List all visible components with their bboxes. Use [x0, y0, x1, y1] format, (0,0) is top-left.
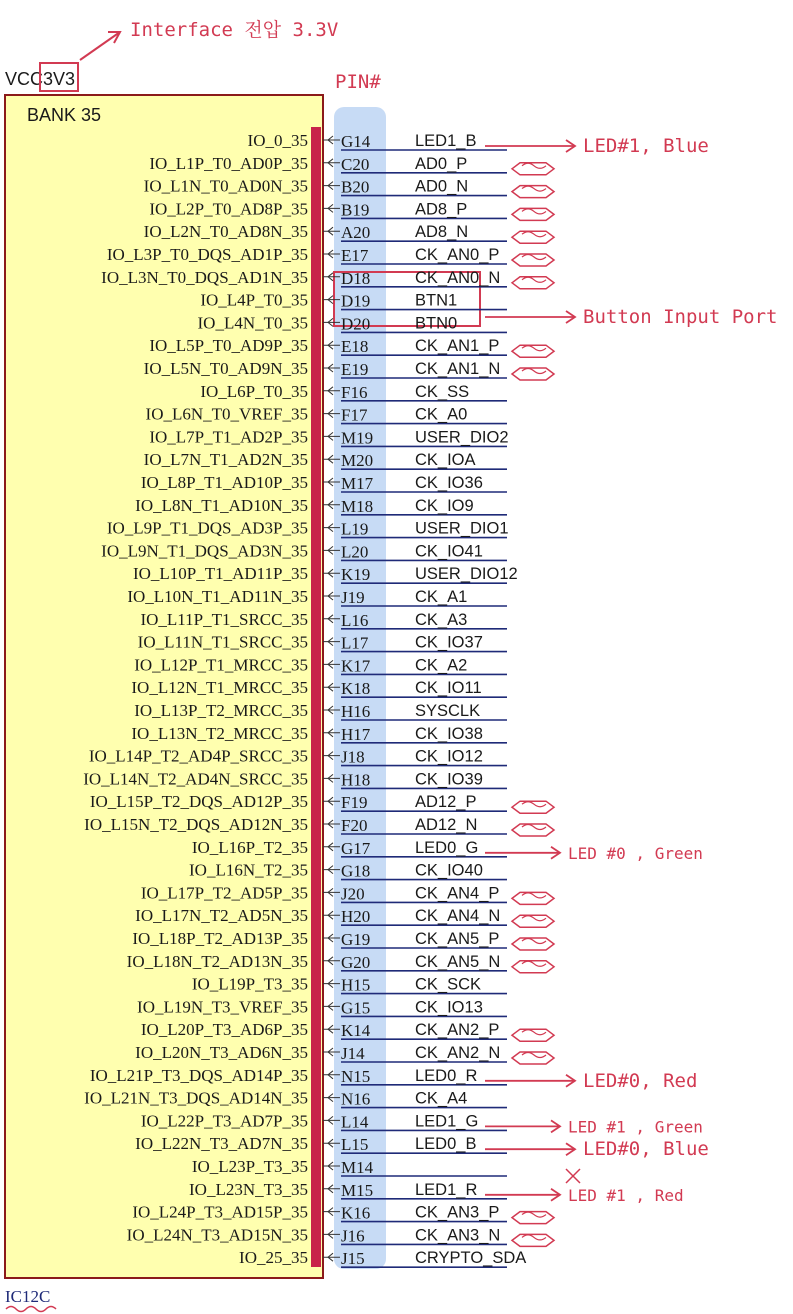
pin-number: A20 — [341, 223, 371, 243]
pin-number: K16 — [341, 1203, 371, 1223]
pin-number: G18 — [341, 861, 371, 881]
pin-function-label: IO_L3N_T0_DQS_AD1N_35 — [101, 267, 308, 287]
pin-row — [101, 541, 507, 561]
net-name: USER_DIO12 — [415, 565, 518, 584]
pin-number: E18 — [341, 337, 369, 357]
net-name: CK_IO13 — [415, 998, 483, 1017]
pin-number: H15 — [341, 975, 371, 995]
pin-number: G14 — [341, 132, 371, 151]
annotation-arrow — [80, 32, 120, 60]
pin-number: L15 — [341, 1135, 369, 1155]
net-name: CK_AN2_P — [415, 1021, 500, 1040]
led-annotation: LED#1, Blue — [583, 135, 709, 157]
pin-function-label: IO_L2P_T0_AD8P_35 — [149, 199, 308, 219]
connector-wave — [522, 209, 546, 214]
pin-row — [144, 359, 507, 379]
pin-number: H16 — [341, 702, 371, 721]
pin-number: K19 — [341, 565, 371, 585]
net-name: LED0_G — [415, 838, 479, 857]
pin-row — [192, 1157, 507, 1177]
pin-function-label: IO_L24P_T3_AD15P_35 — [132, 1202, 308, 1222]
pin-number: J15 — [341, 1249, 365, 1269]
pin-number: C20 — [341, 154, 370, 174]
connector-wave — [522, 825, 546, 830]
pin-row — [144, 222, 507, 242]
pin-function-label: IO_L16N_T2_35 — [189, 860, 308, 880]
pin-function-label: IO_L7P_T1_AD2P_35 — [149, 427, 308, 447]
pin-function-label: IO_L23N_T3_35 — [189, 1179, 308, 1199]
pin-row — [107, 245, 507, 265]
pin-function-label: IO_L21N_T3_DQS_AD14N_35 — [84, 1088, 308, 1108]
pin-number: G17 — [341, 838, 371, 858]
net-name: CK_A1 — [415, 588, 468, 606]
pin-function-label: IO_L24N_T3_AD15N_35 — [126, 1225, 308, 1245]
net-name: CK_AN5_N — [415, 952, 501, 971]
net-name: CK_A0 — [415, 405, 468, 424]
pin-row — [189, 861, 507, 881]
pin-row — [144, 177, 507, 197]
pin-function-label: IO_L6P_T0_35 — [200, 381, 308, 401]
pin-number: B20 — [341, 177, 370, 197]
connector-wave — [522, 1212, 546, 1217]
net-name: AD12_N — [415, 816, 478, 834]
ic-designator: IC12C — [5, 1287, 51, 1306]
pin-number: H17 — [341, 724, 371, 744]
pin-row — [149, 199, 507, 219]
pin-function-label: IO_L5P_T0_AD9P_35 — [149, 336, 308, 356]
connector-wave — [522, 939, 546, 944]
pin-number: L14 — [341, 1112, 369, 1132]
pin-function-label: IO_L14N_T2_AD4N_SRCC_35 — [83, 769, 308, 789]
pin-function-label: IO_L21P_T3_DQS_AD14P_35 — [89, 1065, 308, 1085]
pin-number: H18 — [341, 770, 371, 790]
net-name: CK_IO39 — [415, 770, 483, 789]
net-name: AD8_P — [415, 200, 468, 219]
no-connect-mark — [566, 1169, 580, 1183]
pin-number: F19 — [341, 793, 368, 813]
pin-number: L20 — [341, 542, 369, 562]
led-annotation: LED #0 , Green — [568, 843, 703, 863]
pin-row — [149, 427, 508, 447]
pin-number: M20 — [341, 451, 374, 471]
net-name: CK_IO40 — [415, 861, 483, 880]
connector-wave — [522, 893, 546, 898]
connector-symbols — [512, 163, 554, 1247]
connector-wave — [522, 802, 546, 807]
pin-function-label: IO_L8N_T1_AD10N_35 — [135, 495, 308, 515]
pin-row — [83, 769, 507, 789]
pin-number: J16 — [341, 1226, 365, 1246]
connector-wave — [522, 186, 546, 191]
net-name: CK_IO41 — [415, 542, 483, 561]
pin-function-label: IO_L4P_T0_35 — [200, 290, 308, 310]
pin-number: F20 — [341, 816, 368, 835]
led-annotation: LED #1 , Red — [568, 1185, 684, 1205]
pin-number: L16 — [341, 610, 369, 630]
pin-number: E19 — [341, 360, 369, 379]
vcc-label: VCC3V3 — [5, 69, 76, 89]
pin-function-label: IO_L1N_T0_AD0N_35 — [143, 176, 308, 196]
net-name: AD0_N — [415, 177, 469, 196]
led-annotation: LED#0, Red — [583, 1069, 698, 1092]
net-name: CK_AN5_P — [415, 930, 500, 948]
net-name: USER_DIO1 — [415, 519, 509, 538]
pin-function-label: IO_L8P_T1_AD10P_35 — [140, 473, 308, 492]
pin-row — [133, 564, 518, 584]
net-name: CK_IO38 — [415, 724, 483, 743]
connector-wave — [522, 277, 546, 282]
pin-function-label: IO_L15P_T2_DQS_AD12P_35 — [89, 792, 308, 812]
pin-number: F16 — [341, 382, 368, 402]
connector-wave — [522, 346, 546, 351]
pin-row — [198, 313, 507, 333]
pin-function-label: IO_L9N_T1_DQS_AD3N_35 — [101, 541, 308, 561]
net-name: BTN0 — [415, 314, 458, 333]
net-name: AD12_P — [415, 793, 477, 812]
connector-wave — [522, 1053, 546, 1058]
pin-row — [90, 792, 507, 812]
led-annotation: Button Input Port — [583, 306, 778, 328]
pin-row — [200, 291, 507, 311]
pin-function-label: IO_L17P_T2_AD5P_35 — [140, 883, 308, 903]
pin-function-label: IO_L23P_T3_35 — [191, 1157, 308, 1176]
connector-wave — [522, 961, 546, 966]
pin-number: J18 — [341, 747, 365, 767]
net-name: CK_AN1_P — [415, 337, 500, 356]
net-name: CRYPTO_SDA — [415, 1249, 527, 1268]
pin-function-label: IO_L6N_T0_VREF_35 — [145, 404, 308, 424]
net-name: USER_DIO2 — [415, 428, 509, 447]
connector-wave — [522, 255, 546, 260]
pin-row — [84, 815, 507, 835]
pin-function-label: IO_L13N_T2_MRCC_35 — [131, 723, 308, 743]
pin-number: M17 — [341, 474, 374, 493]
pin-number: K17 — [341, 656, 371, 676]
net-name: AD0_P — [415, 154, 468, 173]
pin-number: G20 — [341, 952, 371, 972]
pin-row — [144, 450, 507, 470]
connector-wave — [522, 232, 546, 237]
pin-number: D20 — [341, 314, 371, 334]
connector-wave — [522, 1030, 546, 1035]
pin-number: D18 — [341, 268, 371, 288]
pin-number: L17 — [341, 633, 369, 653]
pin-function-label: IO_L17N_T2_AD5N_35 — [135, 906, 308, 926]
pin-number: D19 — [341, 291, 371, 311]
pin-function-label: IO_L19P_T3_35 — [191, 974, 308, 994]
pin-number: G15 — [341, 998, 371, 1018]
pin-function-label: IO_L16P_T2_35 — [191, 837, 308, 857]
pin-number: N16 — [341, 1089, 371, 1109]
pin-row — [89, 747, 507, 767]
pin-function-label: IO_L2N_T0_AD8N_35 — [143, 222, 308, 242]
pin-function-label: IO_L11N_T1_SRCC_35 — [137, 632, 308, 652]
net-name: CK_SCK — [415, 975, 482, 994]
annotation-arrowhead — [108, 32, 120, 43]
net-name: CK_AN4_P — [415, 884, 500, 903]
connector-wave — [522, 369, 546, 374]
pin-function-label: IO_L10N_T1_AD11N_35 — [127, 587, 308, 606]
connector-wave — [522, 163, 546, 168]
connector-wave — [522, 916, 546, 921]
pin-number: J14 — [341, 1044, 365, 1063]
pin-function-label: IO_25_35 — [239, 1248, 308, 1268]
net-name: SYSCLK — [415, 702, 481, 720]
pin-number: J20 — [341, 884, 365, 904]
pin-function-label: IO_L14P_T2_AD4P_SRCC_35 — [88, 746, 308, 766]
pin-number: J19 — [341, 588, 365, 607]
net-name: CK_IO12 — [415, 747, 483, 766]
pin-number: G19 — [341, 930, 371, 949]
pin-function-label: IO_L20P_T3_AD6P_35 — [140, 1020, 308, 1040]
net-name: CK_AN1_N — [415, 360, 501, 378]
pin-function-label: IO_L12P_T1_MRCC_35 — [134, 655, 308, 675]
net-name: CK_AN2_N — [415, 1044, 501, 1062]
pin-number: L19 — [341, 519, 369, 539]
ic-designator-underline — [6, 1307, 56, 1312]
pin-number: E17 — [341, 246, 369, 265]
net-name: CK_IO36 — [415, 474, 483, 492]
pin-number: B19 — [341, 200, 370, 220]
pin-row — [149, 336, 507, 356]
net-name: CK_AN3_N — [415, 1226, 501, 1245]
net-name: BTN1 — [415, 291, 458, 310]
pin-number: H20 — [341, 907, 371, 927]
pin-row — [200, 382, 507, 402]
net-name: LED1_B — [415, 132, 477, 150]
pin-function-label: IO_L18P_T2_AD13P_35 — [132, 929, 308, 948]
net-name: LED0_R — [415, 1066, 478, 1085]
pin-function-label: IO_0_35 — [247, 131, 308, 150]
pin-number: M14 — [341, 1158, 374, 1177]
net-name: CK_AN0_P — [415, 246, 500, 264]
net-name: LED1_R — [415, 1180, 478, 1199]
pin-row — [146, 405, 507, 425]
pin-row — [84, 1089, 507, 1109]
pin-number: K14 — [341, 1021, 371, 1041]
pin-function-label: IO_L22P_T3_AD7P_35 — [140, 1111, 308, 1131]
pin-row — [101, 268, 507, 288]
pin-row — [107, 519, 509, 539]
pin-number: M18 — [341, 496, 374, 516]
pin-function-label: IO_L9P_T1_DQS_AD3P_35 — [106, 518, 308, 538]
pin-function-label: IO_L12N_T1_MRCC_35 — [131, 678, 308, 698]
pin-function-label: IO_L19N_T3_VREF_35 — [137, 997, 308, 1017]
pin-row — [149, 154, 507, 174]
pin-number-heading: PIN# — [335, 71, 381, 93]
net-name: CK_AN0_N — [415, 268, 501, 287]
pin-function-label: IO_L7N_T1_AD2N_35 — [143, 450, 308, 470]
net-name: CK_IOA — [415, 451, 476, 470]
net-name: CK_A2 — [415, 656, 468, 675]
net-name: CK_A3 — [415, 610, 468, 629]
pin-number: K18 — [341, 679, 371, 699]
pin-row — [192, 975, 507, 995]
pin-number: N15 — [341, 1066, 371, 1086]
pin-function-label: IO_L4N_T0_35 — [197, 313, 308, 333]
led-annotation: LED #1 , Green — [568, 1117, 703, 1137]
net-name: CK_IO9 — [415, 496, 474, 515]
pin-number: F17 — [341, 405, 368, 425]
pin-function-label: IO_L11P_T1_SRCC_35 — [140, 609, 308, 629]
net-name: CK_A4 — [415, 1089, 468, 1108]
pin-bar — [311, 127, 321, 1267]
pin-row — [192, 838, 507, 858]
pin-number: M19 — [341, 428, 374, 448]
net-name: CK_IO11 — [415, 679, 482, 698]
pin-function-label: IO_L5N_T0_AD9N_35 — [143, 359, 308, 378]
pin-function-label: IO_L3P_T0_DQS_AD1P_35 — [106, 245, 308, 264]
pin-function-label: IO_L10P_T1_AD11P_35 — [132, 564, 308, 584]
interface-voltage-annotation: Interface 전압 3.3V — [130, 19, 339, 41]
pin-row — [90, 1066, 507, 1086]
net-name: CK_AN3_P — [415, 1203, 500, 1222]
connector-wave — [522, 1235, 546, 1240]
net-name: AD8_N — [415, 223, 469, 242]
pin-row — [189, 1180, 507, 1200]
led-annotation: LED#0, Blue — [583, 1138, 709, 1161]
led-annotations — [485, 135, 777, 1205]
net-name: LED0_B — [415, 1135, 477, 1154]
pin-function-label: IO_L13P_T2_MRCC_35 — [134, 701, 308, 720]
pin-function-label: IO_L18N_T2_AD13N_35 — [126, 951, 308, 971]
net-name: CK_IO37 — [415, 633, 483, 652]
net-name: CK_AN4_N — [415, 907, 501, 926]
net-name: LED1_G — [415, 1112, 479, 1131]
pin-function-label: IO_L22N_T3_AD7N_35 — [135, 1134, 308, 1154]
bank-title: BANK 35 — [27, 105, 102, 125]
pin-number: M15 — [341, 1180, 374, 1200]
pin-function-label: IO_L15N_T2_DQS_AD12N_35 — [84, 815, 308, 834]
pin-function-label: IO_L1P_T0_AD0P_35 — [149, 153, 308, 173]
net-name: CK_SS — [415, 382, 470, 401]
pin-function-label: IO_L20N_T3_AD6N_35 — [135, 1043, 308, 1062]
